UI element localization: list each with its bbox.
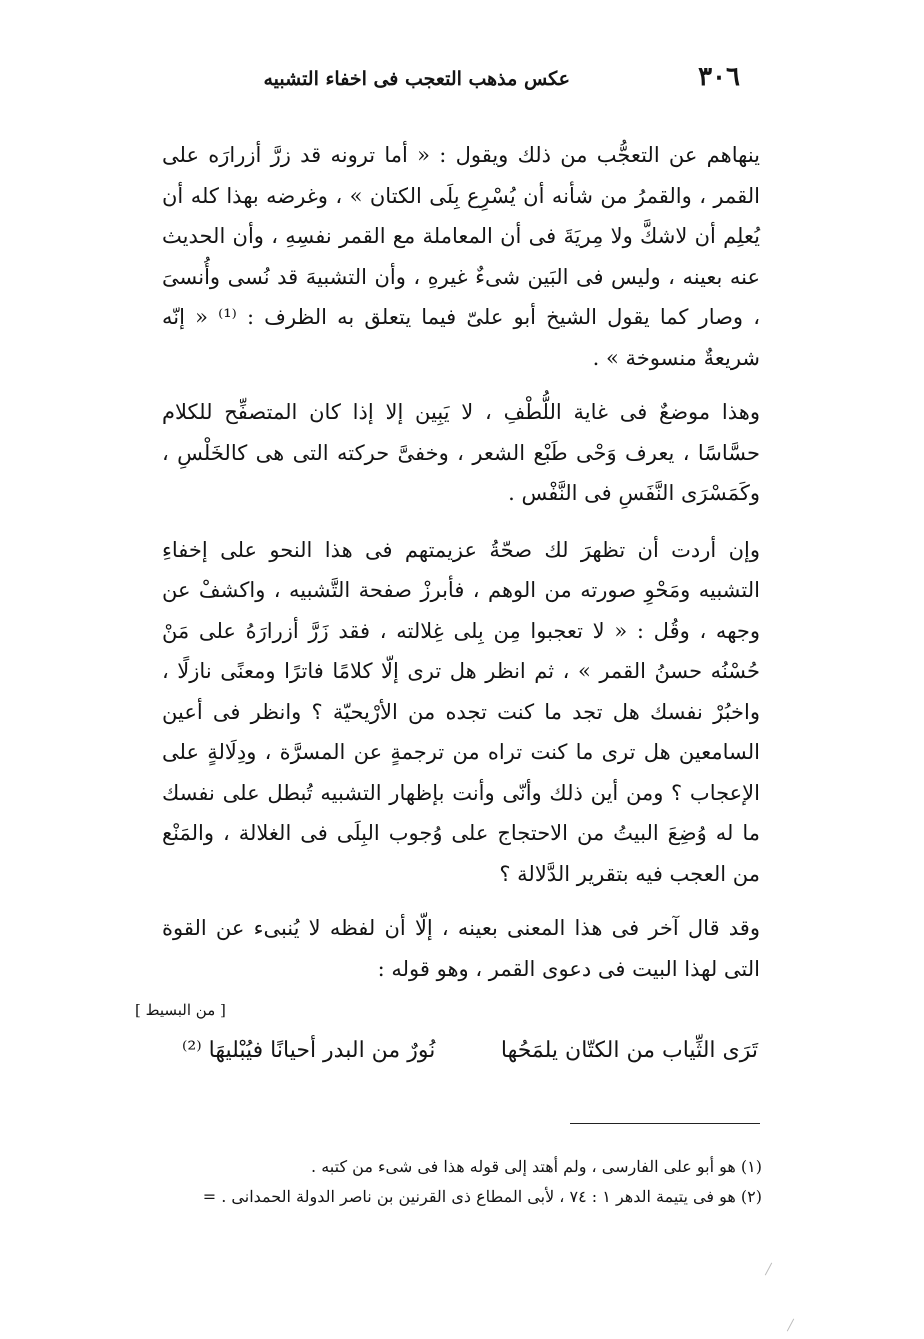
paragraph-1: ينهاهم عن التعجُّب من ذلك ويقول : « أما ترونه قد زرَّ أزرارَه على القمر ، والقمرُ من شأنه أن يُسْرِع بِلَى الكتان » ، وغرضه بهذا كله أن يُعلِم أن لاشكَّ ولا مِريَةَ فى أن المعاملة مع القمر نفسِهِ ، وأن الحديث عنه بعينه ، وليس فى البَين شىءٌ غيرهِ ، وأن التشبيهَ قد نُسى وأُنسىَ ، وصار كما يقول الشيخ أبو علىّ فيما يتعلق به الظرف : ⁽¹⁾ « إنّه شريعةٌ منسوخة » .: [162, 143, 760, 370]
paper-speck: [787, 1319, 794, 1332]
paragraph-3: وإن أردت أن تظهرَ لك صحّةُ عزيمتهم فى هذا النحو على إخفاءِ التشبيه ومَحْوِ صورته من الوهم ، فأبرزْ صفحة التَّشبيه ، واكشفْ عن وجهه ، وقُل : « لا تعجبوا مِن بِلى غِلالته ، فقد زَرَّ أزرارَهُ على مَنْ حُسْنُه حسنُ القمر » ، ثم انظر هل ترى إلّا كلامًا فاترًا ومعنًى نازلًا ، واخبُرْ نفسك هل تجد ما كنت تجده من الأرْيحيّة ؟ وانظر فى أعين السامعين هل ترى ما كنت تراه من ترجمةٍ عن المسرَّة ، ودِلَالةٍ على الإعجاب ؟ ومن أين ذلك وأنّى وأنت بإظهار التشبيه تُبطل على نفسك ما له وُضِعَ البيتُ من الاحتجاج على وُجوب البِلَى فى الغلالة ، والمَنْع من العجب فيه بتقرير الدَّلالة ؟: [162, 537, 761, 886]
paragraph-2: وهذا موضعٌ فى غاية اللُّطْفِ ، لا يَبِين إلا إذا كان المتصفِّح للكلام حسَّاسًا ، يعرف وَحْى طَبْع الشعر ، وخفىَّ حركته التى هى كالخَلْسِ ، وكَمَسْرَى النَّفَسِ فى النَّفْس .: [162, 400, 760, 505]
verse-hemistich-first: تَرَى الثِّياب من الكتّان يلمَحُها: [500, 1038, 758, 1063]
poem-verse: [158, 1038, 758, 1078]
body-text: [162, 135, 760, 989]
running-title: عكس مذهب التعجب فى اخفاء التشبيه: [263, 68, 570, 90]
page-number: ٣٠٦: [698, 62, 740, 92]
footnote-separator: [570, 1123, 760, 1124]
footnote-2: (٢) هو فى يتيمة الدهر ١ : ٧٤ ، لأبى المطاع ذى القرنين بن ناصر الدولة الحمدانى . =: [202, 1187, 762, 1206]
paragraph-4: وقد قال آخر فى هذا المعنى بعينه ، إلّا أن لفظه لا يُنبىء عن القوة التى لهذا البيت فى دعوى القمر ، وهو قوله :: [162, 916, 760, 981]
verse-hemistich-second: نُورٌ من البدر أحيانًا فيُبْليهَا ⁽²⁾: [182, 1038, 436, 1063]
page-header: [140, 62, 740, 102]
footnote-1: (١) هو أبو على الفارسى ، ولم أهتد إلى قوله هذا فى شىء من كتبه .: [311, 1157, 762, 1176]
paper-speck: [765, 1263, 772, 1276]
meter-note: [ من البسيط ]: [135, 1001, 226, 1019]
footnotes: [152, 1152, 762, 1212]
